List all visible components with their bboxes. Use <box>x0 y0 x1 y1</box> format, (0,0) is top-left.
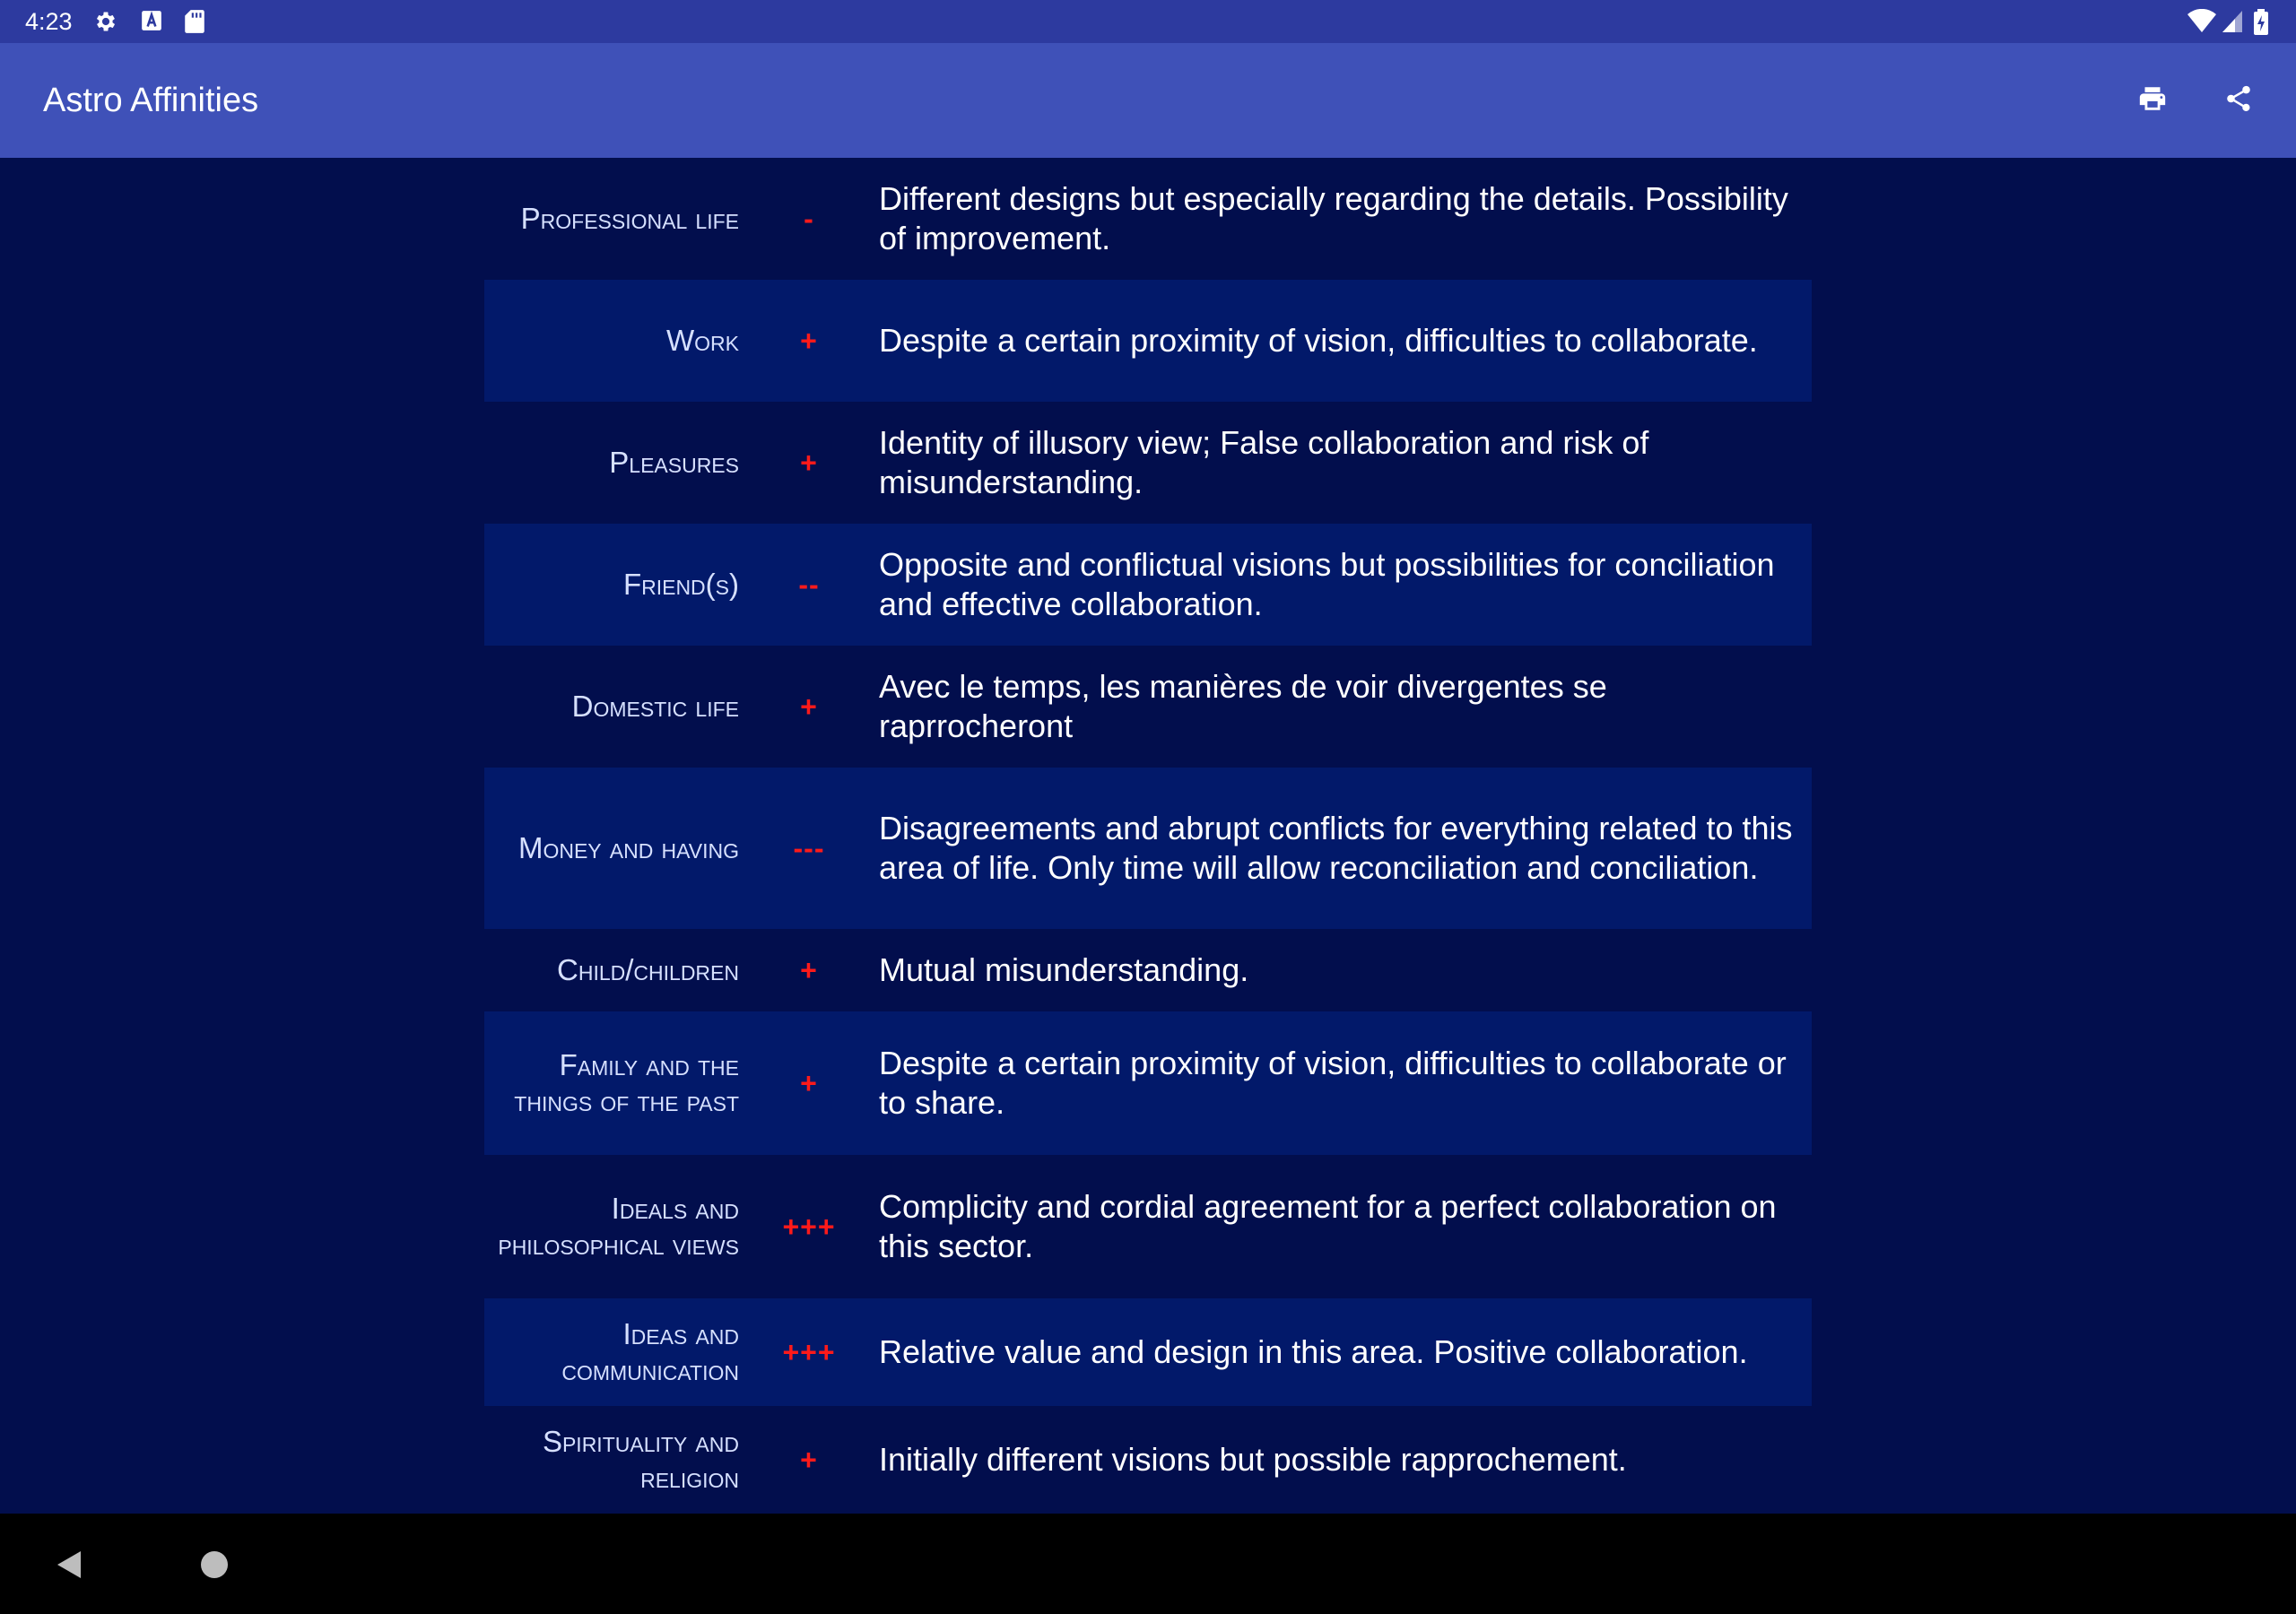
status-time: 4:23 <box>25 8 73 35</box>
row-category: Ideals and philosophical views <box>498 1192 739 1261</box>
row-category: Pleasures <box>609 446 739 479</box>
row-score: + <box>800 953 818 986</box>
row-description: Relative value and design in this area. Positive collaboration. <box>879 1333 1748 1370</box>
row-score: - <box>804 202 814 235</box>
table-row <box>484 158 1812 280</box>
row-score: + <box>800 690 818 723</box>
row-score: + <box>800 324 818 357</box>
row-score: + <box>800 1066 818 1099</box>
row-description: Initially different visions but possible rapprochement. <box>879 1441 1627 1478</box>
table-row <box>484 929 1812 1011</box>
affinities-content[interactable] <box>0 158 2296 1514</box>
share-button[interactable] <box>2213 75 2264 126</box>
row-description: Despite a certain proximity of vision, difficulties to collaborate or to share. <box>879 1045 1787 1121</box>
row-score: -- <box>798 568 820 601</box>
print-icon <box>2137 83 2168 118</box>
row-category: Domestic life <box>571 690 739 723</box>
row-description: Opposite and conflictual visions but possibilities for conciliation and effective collaboration. <box>879 546 1775 622</box>
wifi-icon <box>2187 9 2217 34</box>
app-bar <box>0 43 2296 158</box>
signal-icon <box>2221 9 2244 34</box>
row-category: Money and having <box>517 831 739 864</box>
row-score: + <box>800 446 818 479</box>
row-description: Mutual misunderstanding. <box>879 951 1249 988</box>
table-row <box>484 768 1812 929</box>
row-category: Professional life <box>520 202 739 235</box>
row-category: Spirituality and religion <box>542 1425 739 1494</box>
app-title: Astro Affinities <box>43 82 259 119</box>
back-icon[interactable] <box>56 1549 83 1584</box>
row-score: --- <box>793 831 825 864</box>
home-icon[interactable] <box>201 1551 228 1578</box>
table-row <box>484 646 1812 768</box>
share-icon <box>2223 83 2254 118</box>
sd-card-icon <box>183 9 208 34</box>
navigation-bar <box>0 1514 2296 1614</box>
table-row <box>484 524 1812 646</box>
battery-icon <box>2253 9 2269 34</box>
row-category: Child/children <box>557 953 739 986</box>
table-row <box>484 1298 1812 1406</box>
row-description: Disagreements and abrupt conflicts for everything related to this area of life. Only time will allow reconciliation and conciliation. <box>879 810 1793 886</box>
table-row <box>484 1011 1812 1155</box>
table-row <box>484 402 1812 524</box>
row-description: Complicity and cordial agreement for a perfect collaboration on this sector. <box>879 1188 1777 1264</box>
row-score: +++ <box>782 1210 836 1243</box>
table-row <box>484 280 1812 402</box>
status-bar <box>0 0 2296 43</box>
row-score: + <box>800 1443 818 1476</box>
row-description: Different designs but especially regarding the details. Possibility of improvement. <box>879 180 1788 256</box>
row-description: Identity of illusory view; False collaboration and risk of misunderstanding. <box>879 424 1649 500</box>
gear-icon <box>93 9 118 34</box>
row-description: Despite a certain proximity of vision, difficulties to collaborate. <box>879 322 1758 359</box>
font-a-icon <box>140 9 165 34</box>
row-score: +++ <box>782 1335 836 1368</box>
table-row <box>484 1155 1812 1298</box>
row-category: Family and the things of the past <box>514 1048 739 1117</box>
row-category: Friend(s) <box>622 568 739 601</box>
row-description: Avec le temps, les manières de voir divergentes se raprrocheront <box>879 668 1607 744</box>
row-category: Work <box>666 324 739 357</box>
affinities-table <box>484 158 1812 1514</box>
table-row <box>484 1406 1812 1514</box>
print-button[interactable] <box>2127 75 2178 126</box>
row-category: Ideas and communication <box>561 1317 739 1386</box>
